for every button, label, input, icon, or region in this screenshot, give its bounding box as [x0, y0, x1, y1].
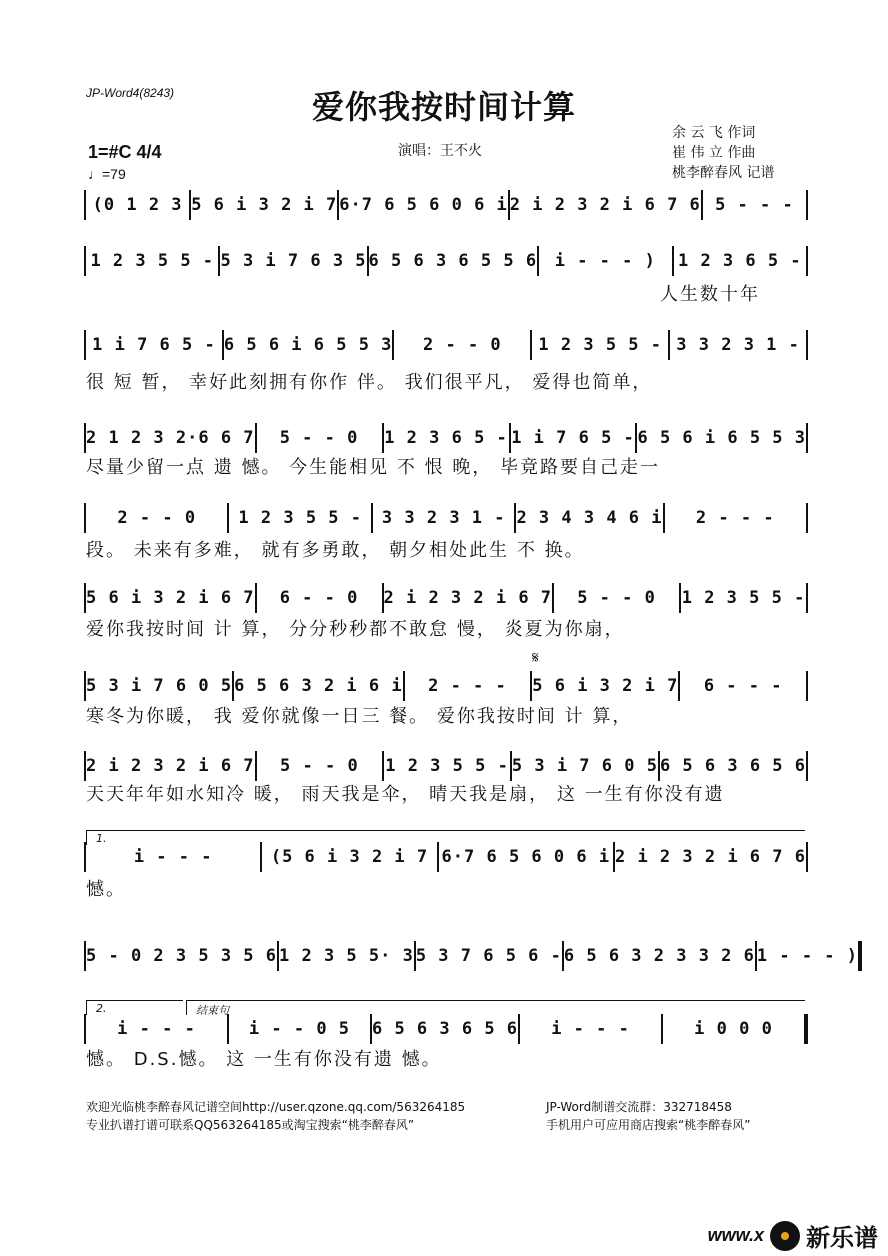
watermark-logo [708, 1218, 878, 1253]
measure: 1 2 3 5 5 - [90, 251, 215, 271]
measure: 6 - - 0 [279, 588, 359, 608]
lyricist-credit: 余 云 飞 作词 [672, 125, 756, 141]
measure: 2 - - - [428, 676, 507, 696]
staff-row [84, 330, 808, 360]
staff-row [84, 190, 808, 220]
coda-bracket [186, 1000, 805, 1015]
staff-row [84, 842, 808, 872]
segno-sign: 𝄋 [532, 648, 539, 667]
staff-row [84, 583, 808, 613]
measure: 2 i 2 3 2 i 6 7 [86, 756, 255, 776]
measure: 6 5 6 3 6 5 6 [659, 756, 806, 776]
measure: (0 1 2 3 [92, 195, 183, 215]
measure: 6·7 6 5 6 0 6 i [441, 847, 611, 867]
measure: 6·7 6 5 6 0 6 i [339, 195, 508, 215]
measure: 1 2 3 6 5 - [677, 251, 802, 271]
measure: i - - - [133, 847, 213, 867]
lyrics-line: 段。 未来有多难， 就有多勇敢， 朝夕相处此生 不 换。 [86, 540, 585, 561]
measure: i - - - ) [554, 251, 656, 271]
staff-row [84, 1014, 808, 1044]
staff-row [84, 503, 808, 533]
measure: 1 2 3 5 5 - [681, 588, 806, 608]
staff-row [84, 423, 808, 453]
measure: 6 5 6 3 6 5 5 6 [368, 251, 538, 271]
measure: 5 3 i 7 6 0 5 [511, 756, 658, 776]
bar-line [806, 751, 808, 781]
bar-line [806, 842, 808, 872]
lyrics-line: 天天年年如水知冷 暖， 雨天我是伞， 晴天我是扇， 这 一生有你没有遗 [86, 784, 725, 805]
measure: 2 - - 0 [117, 508, 197, 528]
measure: 5 - - 0 [577, 588, 656, 608]
measure: 6 5 6 3 6 5 6 [371, 1019, 519, 1039]
footer-mobile: 手机用户可应用商店搜索“桃李醉春风” [546, 1118, 751, 1132]
bar-line [806, 190, 808, 220]
measure: 1 2 3 5 5 - [385, 756, 509, 776]
lyrics-line: 憾。 [86, 879, 126, 900]
transcriber-credit: 桃李醉春风 记谱 [672, 165, 775, 181]
disc-icon [770, 1221, 800, 1251]
measure: 3 3 2 3 1 - [381, 508, 506, 528]
singer-credit: 演唱：王不火 [398, 143, 482, 159]
lyrics-line: 爱你我按时间 计 算， 分分秒秒都不敢怠 慢， 炎夏为你扇， [86, 619, 625, 640]
coda-label: 结束句 [196, 1004, 229, 1017]
measure: 5 - - 0 [280, 756, 359, 776]
staff-row [84, 671, 808, 701]
watermark-brand: 新乐谱 [806, 1224, 878, 1252]
bar-line [804, 1014, 808, 1044]
measure: 6 - - - [703, 676, 783, 696]
measure: 5 6 i 3 2 i 7 [191, 195, 338, 215]
measure: 1 - - - ) [756, 946, 859, 966]
lyrics-line: 憾。 D.S.憾。 这 一生有你没有遗 憾。 [86, 1049, 442, 1070]
second-ending-label: 2. [96, 1002, 107, 1015]
footer-group: JP-Word制谱交流群：332718458 [546, 1100, 732, 1114]
measure: 1 2 3 5 5 - [238, 508, 363, 528]
measure: 1 2 3 5 5 - [538, 335, 663, 355]
staff-row [84, 246, 808, 276]
staff-row [84, 751, 808, 781]
measure: 6 5 6 i 6 5 5 3 [637, 428, 807, 448]
bar-line [806, 671, 808, 701]
staff-row [84, 941, 859, 971]
measure: 5 - - - [715, 195, 794, 215]
lyrics-line: 寒冬为你暖， 我 爱你就像一日三 餐。 爱你我按时间 计 算， [86, 706, 633, 727]
software-tag: JP-Word4(8243) [86, 86, 175, 100]
measure: 5 - - 0 [279, 428, 359, 448]
measure: 5 6 i 3 2 i 6 7 [86, 588, 255, 608]
measure: 1 2 3 5 5· 3 [279, 946, 414, 966]
song-title: 爱你我按时间计算 [311, 88, 576, 126]
tempo-marking: ♩=79 [88, 166, 126, 182]
measure: 6 5 6 3 2 i 6 i [234, 676, 403, 696]
bar-line [806, 246, 808, 276]
first-ending-bracket [86, 830, 805, 845]
key-signature: 1=#C 4/4 [88, 142, 162, 162]
composer-credit: 崔 伟 立 作曲 [672, 145, 756, 161]
measure: 2 3 4 3 4 6 i [516, 508, 663, 528]
measure: 2 i 2 3 2 i 6 7 6 [614, 847, 806, 867]
measure: 1 2 3 6 5 - [384, 428, 508, 448]
measure: i - - 0 5 [248, 1019, 351, 1039]
measure: i - - - [117, 1019, 196, 1039]
measure: i - - - [551, 1019, 630, 1039]
measure: 3 3 2 3 1 - [676, 335, 800, 355]
measure: 2 i 2 3 2 i 6 7 [383, 588, 553, 608]
measure: i 0 0 0 [694, 1019, 773, 1039]
bar-line [806, 423, 808, 453]
measure: 6 5 6 i 6 5 5 3 [223, 335, 393, 355]
measure: 1 i 7 6 5 - [92, 335, 216, 355]
footer-website: 欢迎光临桃李醉春风记谱空间http://user.qzone.qq.com/563264185 [86, 1100, 466, 1114]
measure: 5 3 7 6 5 6 - [415, 946, 562, 966]
measure: 2 i 2 3 2 i 6 7 6 [509, 195, 701, 215]
first-ending-label: 1. [96, 832, 107, 845]
lyrics-line: 很 短 暂， 幸好此刻拥有你作 伴。 我们很平凡， 爱得也简单， [86, 372, 653, 393]
measure: 2 - - - [695, 508, 775, 528]
lyrics-line: 尽量少留一点 遗 憾。 今生能相见 不 恨 晚， 毕竟路要自己走一 [86, 457, 661, 478]
bar-line [806, 330, 808, 360]
measure: 2 1 2 3 2·6 6 7 [86, 428, 255, 448]
measure: 6 5 6 3 2 3 3 2 6 [563, 946, 755, 966]
lyrics-line: 人生数十年 [660, 284, 760, 305]
measure: 1 i 7 6 5 - [511, 428, 635, 448]
measure: 5 - 0 2 3 5 3 5 6 [86, 946, 277, 966]
measure: 2 - - 0 [423, 335, 502, 355]
measure: 5 3 i 7 6 0 5 [86, 676, 233, 696]
watermark-url: www.x [707, 1225, 764, 1245]
bar-line [806, 583, 808, 613]
bar-line [806, 503, 808, 533]
footer-contact: 专业扒谱打谱可联系QQ563264185或淘宝搜索“桃李醉春风” [86, 1118, 415, 1132]
bar-line [858, 941, 862, 971]
measure: 5 6 i 3 2 i 7 [532, 676, 679, 696]
measure: (5 6 i 3 2 i 7 [270, 847, 429, 867]
measure: 5 3 i 7 6 3 5 [220, 251, 367, 271]
